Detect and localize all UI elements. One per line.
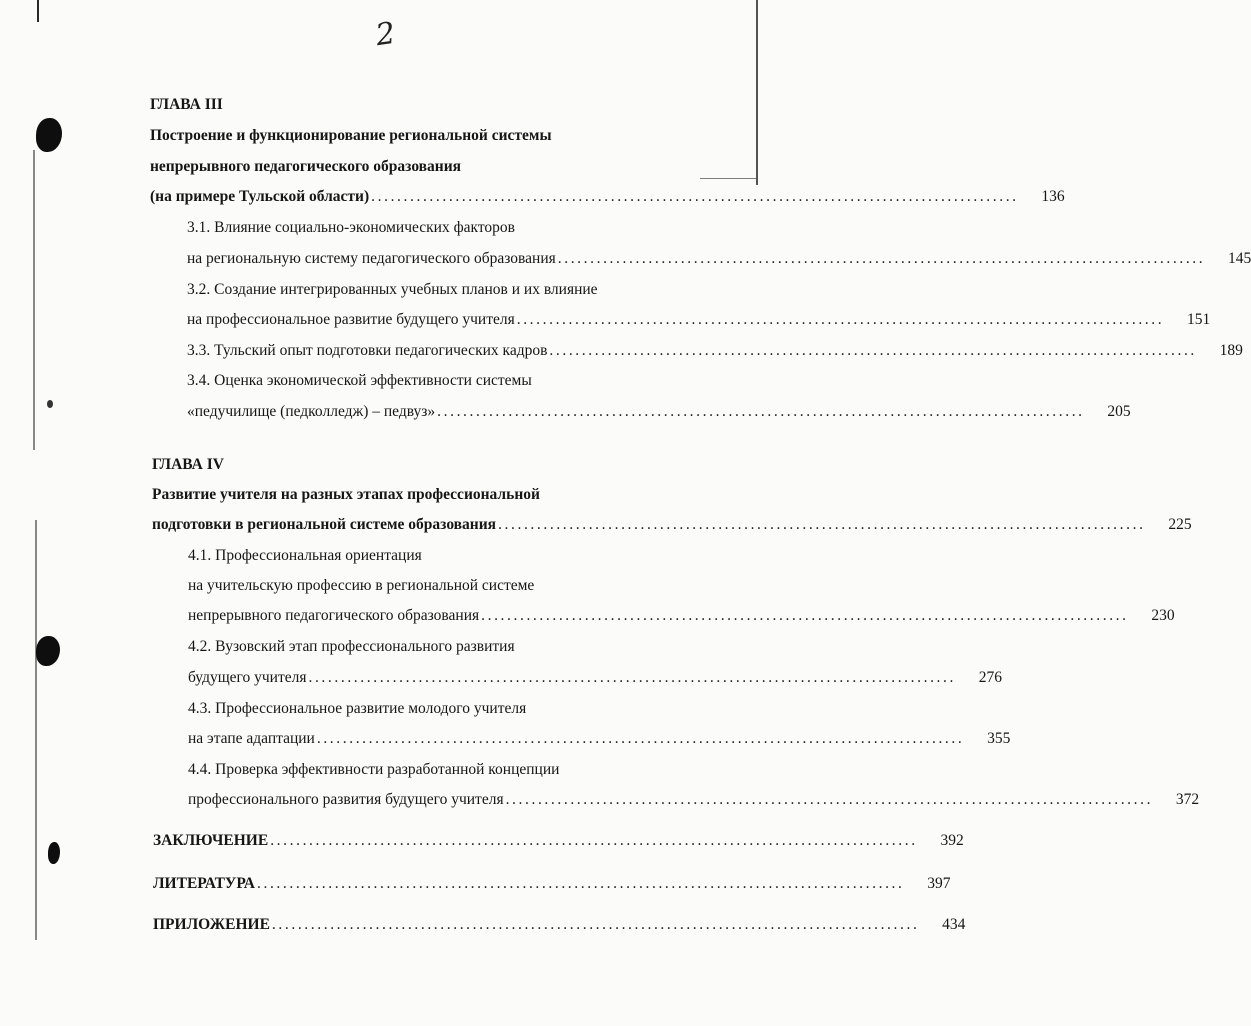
section-3-1-line-1: 3.1. Влияние социально-экономических факторов bbox=[187, 219, 515, 236]
section-3-3-entry bbox=[187, 341, 1243, 361]
section-4-3-page: 355 bbox=[987, 730, 1011, 747]
section-3-1-entry bbox=[187, 249, 1251, 269]
section-3-3-line-1: 3.3. Тульский опыт подготовки педагогических кадров bbox=[187, 342, 548, 359]
chapter-4-title-line-2: подготовки в региональной системе образования bbox=[152, 516, 497, 533]
conclusion-page: 392 bbox=[940, 832, 964, 849]
scan-edge-line-left-lower bbox=[35, 520, 37, 940]
section-4-3-entry bbox=[188, 729, 1011, 749]
hole-punch-blot bbox=[36, 118, 62, 152]
appendix-entry bbox=[153, 915, 966, 935]
literature-page: 397 bbox=[927, 875, 951, 892]
scan-edge-line-left bbox=[33, 150, 35, 450]
leader-dots: .................................................................................................... bbox=[516, 311, 1165, 328]
section-3-3-page: 189 bbox=[1219, 342, 1243, 359]
scan-edge-line-right-short bbox=[700, 178, 756, 179]
section-4-4-page: 372 bbox=[1175, 791, 1200, 808]
handwritten-page-number: 2 bbox=[373, 15, 398, 54]
section-4-2-line-2: будущего учителя bbox=[188, 669, 307, 686]
leader-dots: .................................................................................................... bbox=[308, 669, 956, 686]
section-3-4-page: 205 bbox=[1107, 403, 1131, 420]
hole-punch-blot bbox=[36, 636, 60, 666]
section-4-1-line-3: непрерывного педагогического образования bbox=[188, 607, 480, 624]
section-4-1-entry bbox=[188, 606, 1175, 626]
scan-edge-line-top-left bbox=[37, 0, 39, 22]
section-4-1-line-1: 4.1. Профессиональная ориентация bbox=[188, 547, 422, 564]
chapter-3-title-line-3: (на примере Тульской области) bbox=[150, 188, 370, 205]
section-3-2-page: 151 bbox=[1186, 311, 1211, 328]
leader-dots: .................................................................................................... bbox=[557, 250, 1206, 267]
section-3-1-page: 145 bbox=[1228, 250, 1251, 267]
chapter-3-page: 136 bbox=[1041, 188, 1065, 205]
section-4-2-entry bbox=[188, 668, 1002, 688]
section-4-3-line-1: 4.3. Профессиональное развитие молодого учителя bbox=[188, 700, 527, 717]
hole-punch-blot bbox=[48, 842, 60, 864]
appendix-label: ПРИЛОЖЕНИЕ bbox=[153, 916, 270, 933]
section-4-4-line-1: 4.4. Проверка эффективности разработанной концепции bbox=[188, 761, 560, 778]
appendix-page: 434 bbox=[942, 916, 966, 933]
leader-dots: .................................................................................................... bbox=[481, 607, 1129, 624]
chapter-4-heading: ГЛАВА IV bbox=[152, 456, 224, 473]
section-4-1-page: 230 bbox=[1151, 607, 1175, 624]
section-4-1-line-2: на учительскую профессию в региональной системе bbox=[188, 577, 535, 594]
section-3-4-line-2: «педучилище (педколледж) – педвуз» bbox=[187, 403, 436, 420]
chapter-4-page: 225 bbox=[1168, 516, 1192, 533]
leader-dots: .................................................................................................... bbox=[371, 188, 1019, 205]
section-4-2-page: 276 bbox=[978, 669, 1002, 686]
leader-dots: .................................................................................................... bbox=[257, 875, 905, 892]
leader-dots: .................................................................................................... bbox=[549, 342, 1197, 359]
chapter-3-title-line-1: Построение и функционирование региональной системы bbox=[150, 127, 552, 144]
scan-edge-line-right bbox=[756, 0, 758, 185]
section-3-2-line-1: 3.2. Создание интегрированных учебных планов и их влияние bbox=[187, 281, 598, 298]
section-3-4-entry bbox=[187, 402, 1131, 422]
chapter-3-title-line-2: непрерывного педагогического образования bbox=[150, 158, 462, 175]
chapter-3-heading: ГЛАВА III bbox=[150, 96, 223, 113]
leader-dots: .................................................................................................... bbox=[498, 516, 1146, 533]
leader-dots: .................................................................................................... bbox=[505, 791, 1154, 808]
section-4-2-line-1: 4.2. Вузовский этап профессионального развития bbox=[188, 638, 515, 655]
conclusion-entry bbox=[153, 831, 964, 851]
section-3-1-line-2: на региональную систему педагогического образования bbox=[187, 250, 556, 267]
leader-dots: .................................................................................................... bbox=[437, 403, 1085, 420]
section-4-3-line-2: на этапе адаптации bbox=[188, 730, 315, 747]
chapter-4-title-entry bbox=[152, 515, 1192, 535]
section-4-4-line-2: профессионального развития будущего учителя bbox=[188, 791, 504, 808]
literature-entry bbox=[153, 874, 951, 894]
chapter-4-title-line-1: Развитие учителя на разных этапах профессиональной bbox=[152, 486, 540, 503]
leader-dots: .................................................................................................... bbox=[316, 730, 965, 747]
leader-dots: .................................................................................................... bbox=[270, 832, 918, 849]
scan-speck bbox=[47, 400, 53, 408]
section-3-4-line-1: 3.4. Оценка экономической эффективности системы bbox=[187, 372, 532, 389]
section-3-2-line-2: на профессиональное развитие будущего учителя bbox=[187, 311, 515, 328]
conclusion-label: ЗАКЛЮЧЕНИЕ bbox=[153, 832, 269, 849]
section-4-4-entry bbox=[188, 790, 1200, 810]
leader-dots: .................................................................................................... bbox=[271, 916, 920, 933]
section-3-2-entry bbox=[187, 310, 1211, 330]
chapter-3-title-entry bbox=[150, 187, 1065, 207]
literature-label: ЛИТЕРАТУРА bbox=[153, 875, 255, 892]
